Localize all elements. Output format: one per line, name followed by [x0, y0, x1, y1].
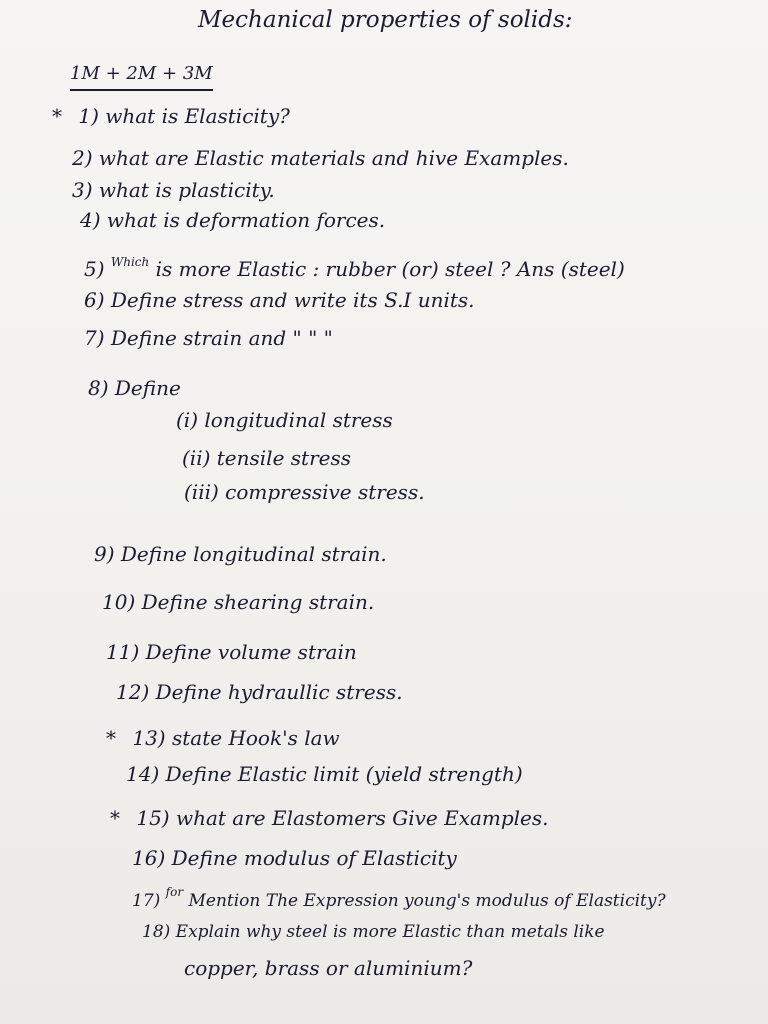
question-4 — [80, 208, 385, 232]
question-number: 9) — [94, 542, 115, 566]
sub-item-number: (i) — [176, 408, 199, 432]
question-text: what are Elastomers Give Examples. — [175, 806, 549, 830]
question-text: Explain why steel is more Elastic than metals like — [175, 922, 605, 942]
question-3 — [72, 178, 275, 202]
question-text: what are Elastic materials and hive Examples. — [98, 146, 569, 170]
star-mark: * — [106, 726, 116, 750]
question-8 — [88, 376, 181, 400]
sub-item-text: longitudinal stress — [204, 408, 393, 432]
question-text: Define hydraullic stress. — [155, 680, 403, 704]
star-mark: * — [52, 104, 62, 128]
question-text: copper, brass or aluminium? — [184, 956, 473, 980]
question-14 — [126, 762, 523, 786]
question-number: 17) — [132, 891, 161, 911]
question-text: what is deformation forces. — [106, 208, 386, 232]
question-number: 14) — [126, 762, 160, 786]
question-15 — [110, 806, 549, 830]
question-text: Define stress and write its S.I units. — [110, 288, 475, 312]
question-number: 11) — [106, 640, 140, 664]
marks-heading: 1M + 2M + 3M — [70, 62, 213, 91]
question-text: Mention The Expression young's modulus of Elasticity? — [188, 891, 666, 911]
question-2 — [72, 146, 569, 170]
question-10 — [102, 590, 374, 614]
question-text: Define modulus of Elasticity — [171, 846, 457, 870]
question-6 — [84, 288, 475, 312]
question-18-continuation — [184, 956, 472, 980]
inserted-word: Which — [110, 255, 150, 269]
question-11 — [106, 640, 357, 664]
question-text: Define volume strain — [145, 640, 357, 664]
question-18 — [142, 920, 605, 944]
question-number: 8) — [88, 376, 109, 400]
sub-item-i — [176, 408, 393, 432]
question-number: 16) — [132, 846, 166, 870]
question-number: 18) — [142, 922, 171, 942]
question-number: 5) — [84, 257, 105, 281]
question-number: 2) — [72, 146, 93, 170]
question-text: what is Elasticity? — [105, 104, 290, 128]
question-number: 7) — [84, 326, 105, 350]
question-text: Define longitudinal strain. — [120, 542, 387, 566]
question-text: state Hook's law — [171, 726, 340, 750]
question-number: 1) — [78, 104, 99, 128]
question-number: 12) — [116, 680, 150, 704]
sub-item-number: (ii) — [182, 446, 211, 470]
sub-item-ii — [182, 446, 351, 470]
question-text: Define — [114, 376, 181, 400]
question-17 — [132, 880, 666, 913]
sub-item-text: tensile stress — [216, 446, 351, 470]
page-title: Mechanical properties of solids: — [198, 7, 573, 33]
sub-item-iii — [184, 480, 425, 504]
question-text: what is plasticity. — [98, 178, 275, 202]
question-13 — [106, 726, 340, 750]
question-number: 4) — [80, 208, 101, 232]
question-number: 6) — [84, 288, 105, 312]
question-text: is more Elastic : rubber (or) steel ? Ans (steel) — [155, 257, 625, 281]
question-7 — [84, 326, 333, 350]
question-text: Define shearing strain. — [141, 590, 375, 614]
inserted-word: for — [165, 885, 184, 899]
question-9 — [94, 542, 387, 566]
question-text: Define strain and " " " — [110, 326, 333, 350]
sub-item-text: compressive stress. — [225, 480, 425, 504]
star-mark: * — [110, 806, 120, 830]
question-1 — [52, 104, 290, 128]
question-5 — [84, 250, 625, 281]
question-number: 15) — [136, 806, 170, 830]
question-16 — [132, 846, 457, 870]
question-number: 3) — [72, 178, 93, 202]
question-text: Define Elastic limit (yield strength) — [165, 762, 523, 786]
question-number: 13) — [132, 726, 166, 750]
question-number: 10) — [102, 590, 136, 614]
sub-item-number: (iii) — [184, 480, 219, 504]
question-12 — [116, 680, 403, 704]
